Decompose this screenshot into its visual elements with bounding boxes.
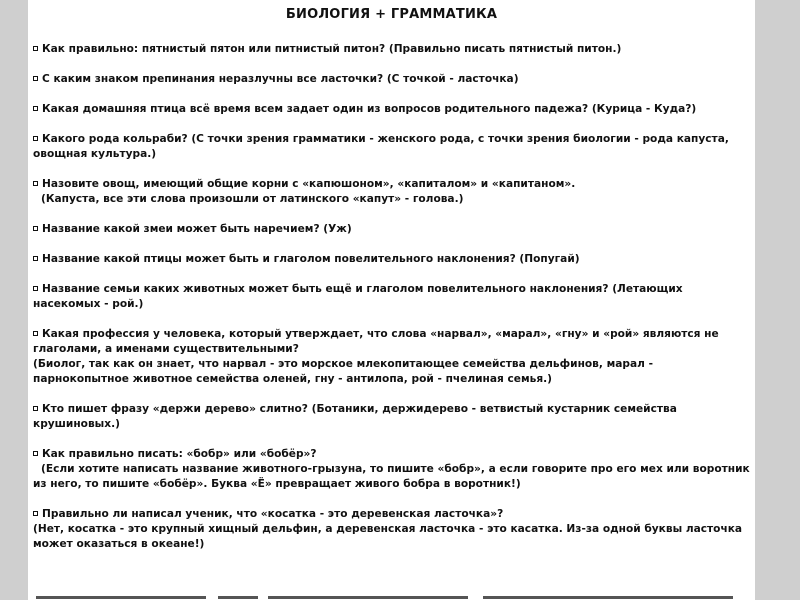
list-item: [33, 252, 751, 267]
question-text: Название какой змеи может быть наречием? (Уж): [42, 223, 352, 235]
square-bullet-icon: [33, 181, 38, 186]
question-text: Правильно ли написал ученик, что «косатка - это деревенская ласточка»?: [42, 508, 504, 520]
question-list: [33, 42, 751, 567]
cut-off-text-fragment: [218, 596, 258, 599]
square-bullet-icon: [33, 136, 38, 141]
list-item: [33, 72, 751, 87]
list-item: [33, 132, 751, 162]
square-bullet-icon: [33, 226, 38, 231]
question-text: Назовите овощ, имеющий общие корни с «капюшоном», «капиталом» и «капитаном».: [42, 178, 576, 190]
cut-off-text-fragment: [36, 596, 206, 599]
cut-off-text-fragment: [268, 596, 468, 599]
square-bullet-icon: [33, 106, 38, 111]
answer-text: (Биолог, так как он знает, что нарвал - это морское млекопитающее семейства дельфинов, марал - парнокопытное животное семейства оленей, гну - антилопа, рой - пчелиная семья.): [33, 358, 653, 385]
list-item: [33, 447, 751, 492]
left-side-band: [0, 0, 28, 600]
list-item: [33, 102, 751, 117]
square-bullet-icon: [33, 256, 38, 261]
question-text: Какого рода кольраби? (С точки зрения грамматики - женского рода, с точки зрения биологии - рода капуста, овощная культура.): [33, 133, 729, 160]
square-bullet-icon: [33, 406, 38, 411]
square-bullet-icon: [33, 286, 38, 291]
question-text: Какая профессия у человека, который утверждает, что слова «нарвал», «марал», «гну» и «рой» являются не глаголами, а именами существительными?: [33, 328, 719, 355]
cut-off-text-line: [28, 592, 755, 600]
question-text: Как правильно писать: «бобр» или «бобёр»?: [42, 448, 317, 460]
question-text: Название какой птицы может быть и глаголом повелительного наклонения? (Попугай): [42, 253, 580, 265]
list-item: [33, 327, 751, 387]
question-text: Кто пишет фразу «держи дерево» слитно? (Ботаники, держидерево - ветвистый кустарник семейства крушиновых.): [33, 403, 677, 430]
question-text: С каким знаком препинания неразлучны все ласточки? (С точкой - ласточка): [42, 73, 519, 85]
list-item: [33, 507, 751, 552]
square-bullet-icon: [33, 511, 38, 516]
answer-text: (Если хотите написать название животного-грызуна, то пишите «бобр», а если говорите про его мех или воротник из него, то пишите «бобёр». Буква «Ё» превращает живого бобра в воротник!): [33, 463, 750, 490]
slide-title: БИОЛОГИЯ + ГРАММАТИКА: [285, 7, 498, 22]
square-bullet-icon: [33, 76, 38, 81]
list-item: [33, 402, 751, 432]
square-bullet-icon: [33, 451, 38, 456]
question-text: Как правильно: пятнистый пятон или питнистый питон? (Правильно писать пятнистый питон.): [42, 43, 622, 55]
list-item: [33, 222, 751, 237]
list-item: [33, 42, 751, 57]
list-item: [33, 177, 751, 207]
square-bullet-icon: [33, 46, 38, 51]
question-text: Какая домашняя птица всё время всем задает один из вопросов родительного падежа? (Курица - Куда?): [42, 103, 697, 115]
answer-text: (Нет, косатка - это крупный хищный дельфин, а деревенская ласточка - это касатка. Из-за одной буквы ласточка может оказаться в океане!): [33, 523, 743, 550]
slide: [28, 0, 755, 600]
cut-off-text-fragment: [483, 596, 733, 599]
list-item: [33, 282, 751, 312]
answer-text: (Капуста, все эти слова произошли от латинского «капут» - голова.): [41, 193, 464, 205]
square-bullet-icon: [33, 331, 38, 336]
right-side-band: [755, 0, 800, 600]
question-text: Название семьи каких животных может быть ещё и глаголом повелительного наклонения? (Летающих насекомых - рой.): [33, 283, 683, 310]
